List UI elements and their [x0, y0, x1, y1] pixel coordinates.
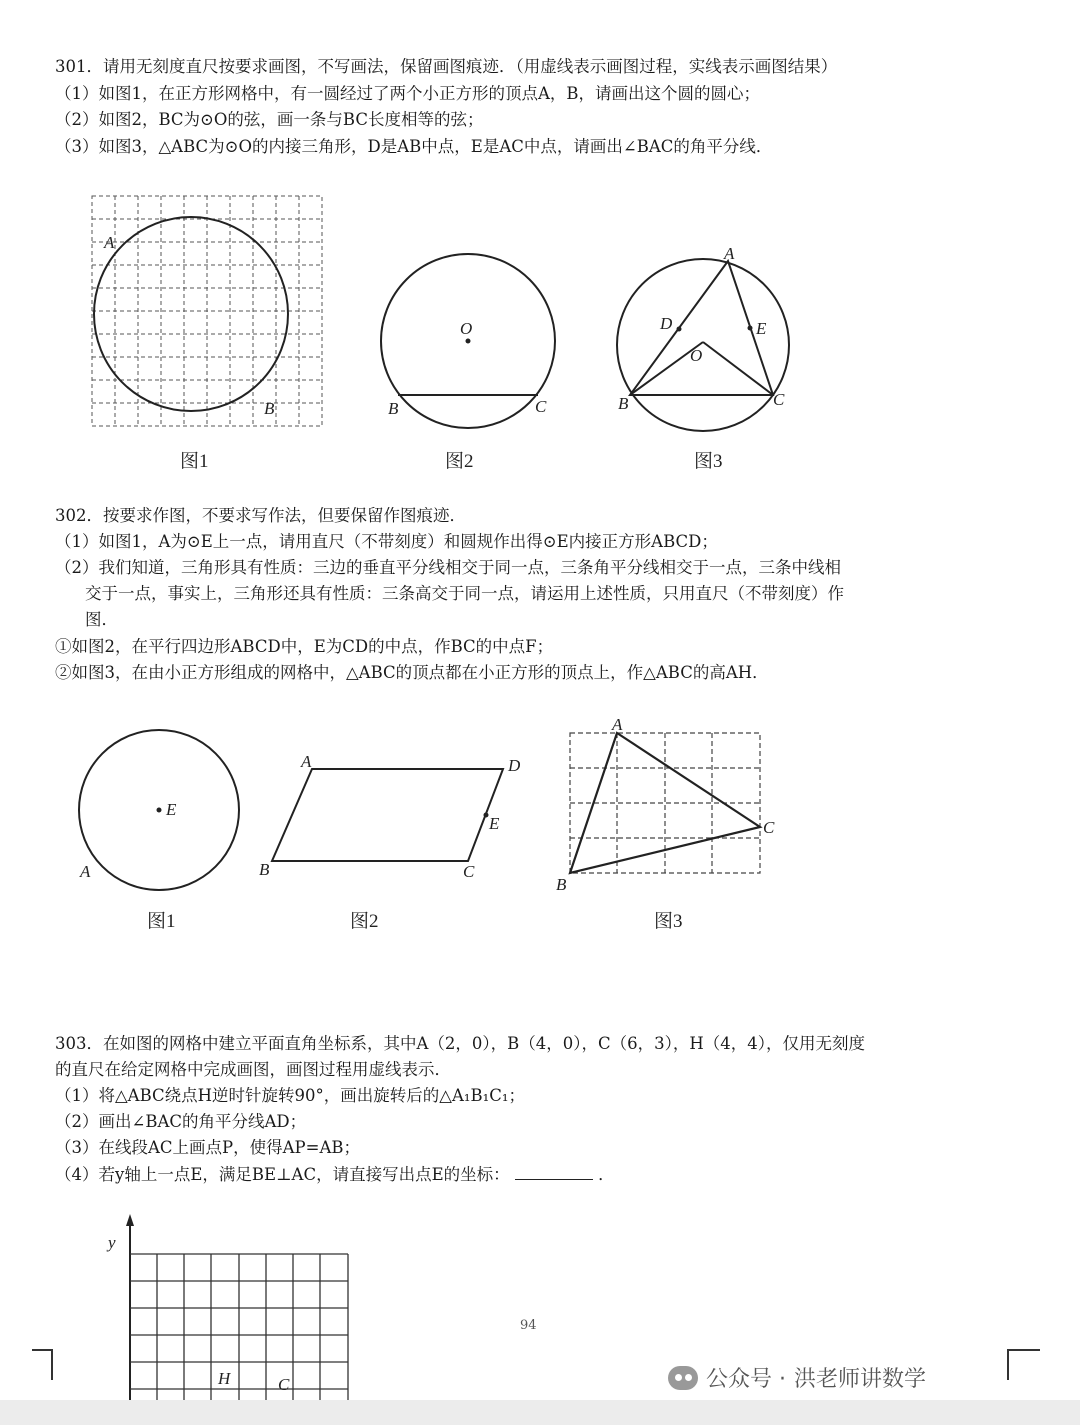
- q301-part2: （2）如图2，BC为⊙O的弦，画一条与BC长度相等的弦；: [55, 110, 484, 129]
- q302-sub2: ②如图3，在由小正方形组成的网格中，△ABC的顶点都在小正方形的顶点上，作△ABC的高AH．: [55, 663, 769, 682]
- q302-figure2: [255, 745, 545, 890]
- q301-fig3-label-c: C: [773, 390, 785, 409]
- q301-part3: （3）如图3，△ABC为⊙O的内接三角形，D是AB中点，E是AC中点，请画出∠BAC的角平分线．: [55, 137, 773, 156]
- q302-fig3-caption: 图3: [654, 911, 683, 932]
- watermark-name: 洪老师讲数学: [794, 1367, 927, 1392]
- q301-fig1-label-b: B: [264, 399, 275, 418]
- q301-part1: （1）如图1，在正方形网格中，有一圆经过了两个小正方形的顶点A，B，请画出这个圆的圆心；: [55, 84, 761, 103]
- watermark-prefix: 公众号 ·: [706, 1367, 786, 1392]
- q302-fig1-label-a: A: [80, 862, 91, 881]
- y-axis-arrow-icon: [126, 1214, 134, 1226]
- q302-fig2-label-d: D: [508, 756, 521, 775]
- wechat-icon: [668, 1366, 698, 1390]
- q301-figure2: [375, 250, 570, 440]
- q302-stem: 302．按要求作图，不要求写作法，但要保留作图痕迹．: [55, 506, 466, 525]
- q302-fig2-label-b: B: [259, 860, 270, 879]
- q301-fig1-circle: [94, 217, 288, 411]
- q303-part2: （2）画出∠BAC的角平分线AD；: [55, 1112, 307, 1131]
- q301-figure1: [88, 192, 328, 432]
- q303-part4-text: （4）若y轴上一点E，满足BE⊥AC，请直接写出点E的坐标：: [55, 1165, 510, 1184]
- q301-fig3-label-e: E: [756, 319, 767, 338]
- q302-part2-end: 图．: [85, 610, 118, 629]
- q301-fig3-caption: 图3: [694, 451, 723, 472]
- q303-part4: [55, 1163, 615, 1186]
- q302-fig2-label-c: C: [463, 862, 475, 881]
- q301-fig2-label-o: O: [460, 319, 473, 338]
- q301-figure3: [610, 245, 805, 440]
- q303-coordinate-grid: [100, 1212, 360, 1402]
- q302-fig2-caption: 图2: [350, 911, 379, 932]
- q302-figure1: [72, 725, 252, 900]
- q302-sub1: ①如图2，在平行四边形ABCD中，E为CD的中点，作BC的中点F；: [55, 637, 554, 656]
- q302-part1: （1）如图1，A为⊙E上一点，请用直尺（不带刻度）和圆规作出得⊙E内接正方形ABCD；: [55, 532, 718, 551]
- bottom-bar: [0, 1400, 1080, 1425]
- answer-blank[interactable]: [515, 1163, 593, 1180]
- q302-fig2-label-e: E: [489, 814, 500, 833]
- q301-fig3-label-d: D: [660, 314, 673, 333]
- q303-part3: （3）在线段AC上画点P，使得AP=AB；: [55, 1138, 361, 1157]
- q301-fig3-label-a: A: [724, 244, 735, 263]
- q301-fig2-label-c: C: [535, 397, 547, 416]
- q301-fig3-label-b: B: [618, 394, 629, 413]
- q302-figure3: [550, 715, 790, 895]
- q303-stem-cont: 的直尺在给定网格中完成画图，画图过程用虚线表示．: [55, 1060, 451, 1079]
- q301-fig1-label-a: A: [104, 233, 115, 252]
- q301-fig2-label-b: B: [388, 399, 399, 418]
- q302-fig3-label-b: B: [556, 875, 567, 894]
- q303-label-c: C: [278, 1375, 290, 1394]
- q302-fig2-parallelogram: [272, 769, 503, 861]
- q302-part2-cont: 交于一点，事实上，三角形还具有性质：三条高交于同一点，请运用上述性质，只用直尺（不带刻度）作: [85, 584, 844, 603]
- q301-fig2-center-point: [466, 339, 471, 344]
- q301-stem: 301．请用无刻度直尺按要求画图，不写画法，保留画图痕迹．（用虚线表示画图过程，实线表示画图结果）: [55, 57, 838, 76]
- watermark: [668, 1362, 926, 1393]
- q303-label-y: y: [108, 1233, 116, 1252]
- q302-fig1-label-e: E: [166, 800, 177, 819]
- q302-fig3-label-c: C: [763, 818, 775, 837]
- q303-stem: 303．在如图的网格中建立平面直角坐标系，其中A（2，0），B（4，0），C（6，3），H（4，4），仅用无刻度: [55, 1034, 866, 1053]
- crop-mark-right-icon: [1000, 1345, 1050, 1385]
- q301-fig2-caption: 图2: [445, 451, 474, 472]
- q302-fig3-label-a: A: [612, 715, 623, 734]
- q303-part1: （1）将△ABC绕点H逆时针旋转90°，画出旋转后的△A₁B₁C₁；: [55, 1086, 525, 1105]
- q302-part2: （2）我们知道，三角形具有性质：三边的垂直平分线相交于同一点，三条角平分线相交于一点，三条中线相: [55, 558, 841, 577]
- q301-fig3-label-o: O: [690, 346, 703, 365]
- crop-mark-left-icon: [20, 1345, 60, 1385]
- page-number: 94: [520, 1318, 537, 1333]
- q302-fig1-caption: 图1: [147, 911, 176, 932]
- q301-fig1-caption: 图1: [180, 451, 209, 472]
- q302-fig2-label-a: A: [301, 752, 312, 771]
- q303-part4-end: ．: [598, 1165, 615, 1184]
- q303-label-h: H: [218, 1369, 231, 1388]
